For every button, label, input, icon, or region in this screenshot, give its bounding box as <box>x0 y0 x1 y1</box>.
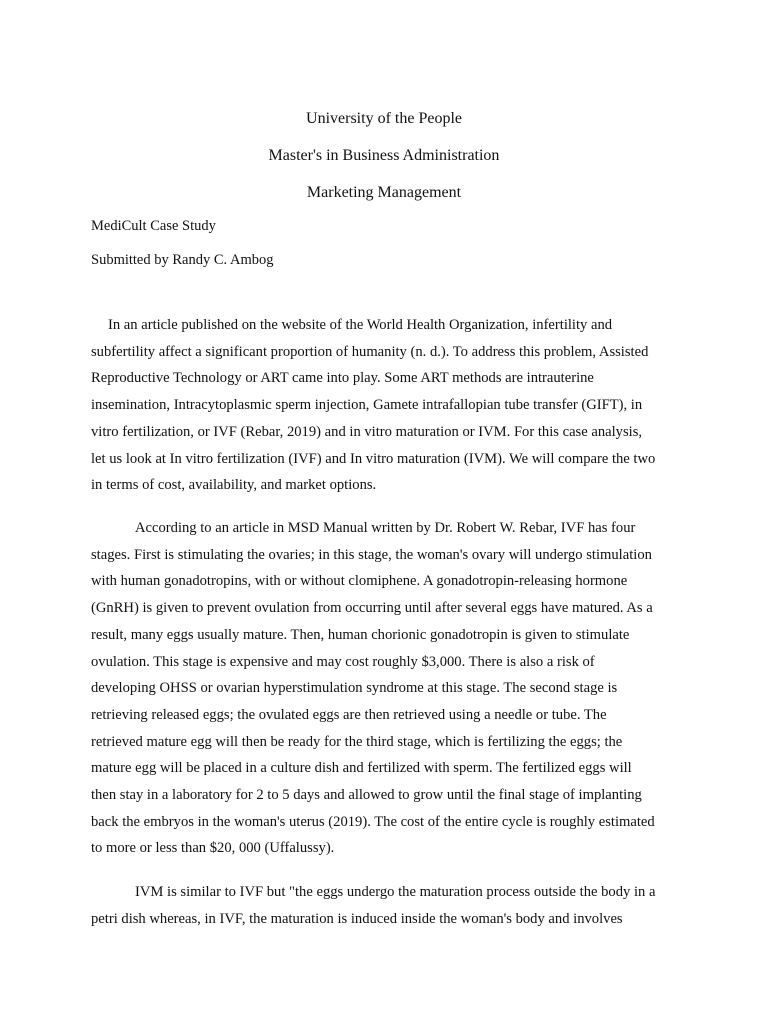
university-title: University of the People <box>306 110 462 127</box>
text-line: ovulation. This stage is expensive and may cost roughly $3,000. There is also a risk of <box>91 653 595 670</box>
text-line: retrieving released eggs; the ovulated eggs are then retrieved using a needle or tube. The <box>91 706 607 723</box>
text-line: then stay in a laboratory for 2 to 5 days and allowed to grow until the final stage of implanting <box>91 787 642 804</box>
text-line: vitro fertilization, or IVF (Rebar, 2019) and in vitro maturation or IVM. For this case analysis, <box>91 423 643 440</box>
submitted-by-label: Submitted by Randy C. Ambog <box>91 252 274 268</box>
text-line: result, many eggs usually mature. Then, human chorionic gonadotropin is given to stimulate <box>91 626 630 643</box>
text-line: subfertility affect a significant proportion of humanity (n. d.). To address this problem, Assisted <box>91 343 649 360</box>
paragraph-ivm <box>91 879 681 932</box>
text-line: According to an article in MSD Manual written by Dr. Robert W. Rebar, IVF has four <box>135 520 636 536</box>
text-line: retrieved mature egg will then be ready for the third stage, which is fertilizing the eggs; the <box>91 733 623 750</box>
text-line: IVM is similar to IVF but "the eggs undergo the maturation process outside the body in a <box>135 884 656 900</box>
case-study-label: MediCult Case Study <box>91 218 216 234</box>
text-line: back the embryos in the woman's uterus (2019). The cost of the entire cycle is roughly estimated <box>91 813 655 830</box>
text-line: In an article published on the website of the World Health Organization, infertility and <box>108 317 613 333</box>
paragraph-intro <box>91 312 681 499</box>
text-line: petri dish whereas, in IVF, the maturation is induced inside the woman's body and involves <box>91 910 623 927</box>
paragraph-ivf-stages <box>91 515 681 862</box>
text-line: (GnRH) is given to prevent ovulation from occurring until after several eggs have matured. As a <box>91 600 653 617</box>
text-line: developing OHSS or ovarian hyperstimulation syndrome at this stage. The second stage is <box>91 680 618 697</box>
text-line: let us look at In vitro fertilization (IVF) and In vitro maturation (IVM). We will compare the two <box>91 450 656 467</box>
text-line: in terms of cost, availability, and market options. <box>91 477 377 494</box>
text-line: to more or less than $20, 000 (Uffalussy). <box>91 840 335 857</box>
text-line: Reproductive Technology or ART came into play. Some ART methods are intrauterine <box>91 370 594 387</box>
text-line: mature egg will be placed in a culture dish and fertilized with sperm. The fertilized eggs will <box>91 760 632 777</box>
text-line: stages. First is stimulating the ovaries; in this stage, the woman's ovary will undergo stimulation <box>91 546 652 563</box>
program-title: Master's in Business Administration <box>268 147 500 164</box>
text-line: with human gonadotropins, with or without clomiphene. A gonadotropin-releasing hormone <box>91 573 628 590</box>
course-title: Marketing Management <box>306 184 462 201</box>
text-line: insemination, Intracytoplasmic sperm injection, Gamete intrafallopian tube transfer (GIFT), in <box>91 397 643 414</box>
